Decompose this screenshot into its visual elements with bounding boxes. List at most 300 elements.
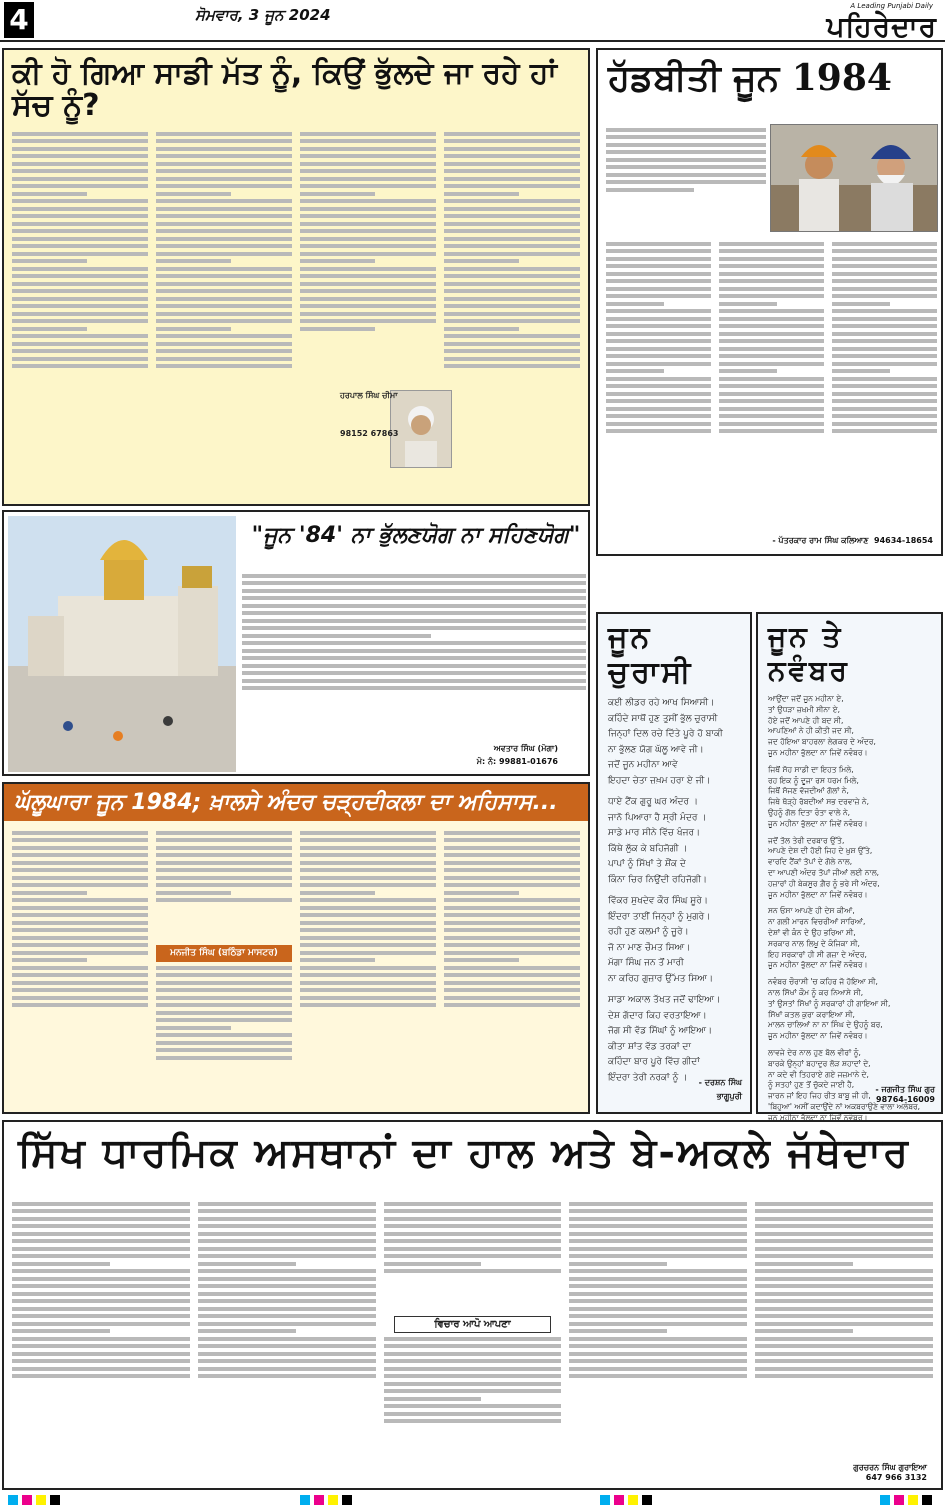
author-phone: 98152 67863 — [340, 429, 399, 438]
text-line-placeholder — [300, 312, 436, 316]
text-line-placeholder — [606, 279, 711, 283]
text-line-placeholder — [300, 853, 436, 857]
text-line-placeholder — [12, 327, 87, 331]
column-text — [12, 827, 148, 1099]
text-line-placeholder — [12, 1367, 190, 1371]
text-line-placeholder — [12, 267, 148, 271]
text-line-placeholder — [242, 664, 586, 668]
text-line-placeholder — [300, 169, 436, 173]
poem-line: ਕੀਤਾ ਸ਼ਾਂਤ ਵੱਡ ਤਰਕਾਂ ਦਾ — [608, 1041, 691, 1052]
text-line-placeholder — [719, 422, 824, 426]
poem-line: ਇਹਦਾ ਚੇਤਾ ਜ਼ਖ਼ਮ ਹਰਾ ਏ ਜੀ। — [608, 775, 711, 786]
poem-line: ਨਵੰਬਰ ਚੌਰਾਸੀ 'ਚ ਕਹਿਰ ਜੋ ਹੋਇਆ ਸੀ, — [768, 977, 878, 987]
text-line-placeholder — [300, 898, 436, 902]
column-text — [300, 827, 436, 1099]
text-line-placeholder — [606, 317, 711, 321]
text-line-placeholder — [12, 319, 148, 323]
text-line-placeholder — [444, 334, 580, 338]
text-line-placeholder — [444, 282, 580, 286]
text-line-placeholder — [12, 1277, 190, 1281]
text-line-placeholder — [569, 1352, 747, 1356]
text-line-placeholder — [12, 147, 148, 151]
text-line-placeholder — [384, 1404, 562, 1408]
text-line-placeholder — [832, 257, 937, 261]
article-body — [4, 1194, 941, 1474]
text-line-placeholder — [198, 1299, 376, 1303]
text-line-placeholder — [755, 1262, 853, 1266]
text-line-placeholder — [755, 1352, 933, 1356]
text-line-placeholder — [156, 853, 292, 857]
text-line-placeholder — [198, 1292, 376, 1296]
text-line-placeholder — [300, 928, 436, 932]
column-text — [755, 1198, 933, 1470]
poem-lines — [598, 692, 750, 1086]
poem-line: ਦੇਸ਼ ਗੱਦਾਰ ਕਿਹ ਵਰਤਾਇਆ। — [608, 1010, 707, 1021]
text-line-placeholder — [300, 838, 436, 842]
text-line-placeholder — [832, 347, 937, 351]
text-line-placeholder — [444, 891, 519, 895]
text-line-placeholder — [156, 891, 231, 895]
poem-author: - ਦਰਸ਼ਨ ਸਿੰਘ — [698, 1078, 742, 1087]
text-line-placeholder — [156, 252, 292, 256]
text-line-placeholder — [156, 1041, 292, 1045]
tagline: A Leading Punjabi Daily — [850, 2, 933, 10]
text-line-placeholder — [156, 192, 231, 196]
text-line-placeholder — [569, 1269, 747, 1273]
text-line-placeholder — [569, 1329, 667, 1333]
text-line-placeholder — [198, 1232, 376, 1236]
text-line-placeholder — [444, 342, 580, 346]
text-line-placeholder — [569, 1262, 667, 1266]
column-text — [384, 1198, 562, 1470]
text-line-placeholder — [719, 339, 824, 343]
article-memoir — [596, 48, 943, 556]
text-line-placeholder — [444, 906, 580, 910]
text-line-placeholder — [12, 1359, 190, 1363]
text-line-placeholder — [832, 324, 937, 328]
poem-line: ਕਿੱਥੇ ਲੁੱਕ ਕੇ ਬਹਿਜੋਗੀ । — [608, 843, 688, 854]
text-line-placeholder — [719, 377, 824, 381]
poem-line: ਦੇਸ਼ਾਂ ਵੀ ਕੰਨ ਦੇ ਉਹ ਭਰਿਆ ਸੀ, — [768, 927, 856, 937]
text-line-placeholder — [755, 1269, 933, 1273]
text-line-placeholder — [12, 214, 148, 218]
text-line-placeholder — [832, 264, 937, 268]
text-line-placeholder — [156, 139, 292, 143]
text-line-placeholder — [156, 237, 292, 241]
text-line-placeholder — [300, 973, 436, 977]
text-line-placeholder — [300, 132, 436, 136]
article-headline: ਸਿੱਖ ਧਾਰਮਿਕ ਅਸਥਾਨਾਂ ਦਾ ਹਾਲ ਅਤੇ ਬੇ-ਅਕਲੇ ਜੱਥੇਦਾਰ — [18, 1130, 910, 1176]
column-text — [156, 128, 292, 490]
text-line-placeholder — [156, 883, 292, 887]
text-line-placeholder — [719, 242, 824, 246]
poem-line: ਸਿੱਖਾਂ ਕਤਲ ਕੁਰਾ ਕਰਾਇਆ ਸੀ, — [768, 1009, 855, 1019]
text-line-placeholder — [156, 259, 231, 263]
text-line-placeholder — [156, 319, 292, 323]
text-line-placeholder — [444, 988, 580, 992]
text-line-placeholder — [444, 928, 580, 932]
text-line-placeholder — [755, 1239, 933, 1243]
text-line-placeholder — [198, 1314, 376, 1318]
text-line-placeholder — [12, 304, 148, 308]
text-line-placeholder — [384, 1382, 562, 1386]
text-line-placeholder — [719, 347, 824, 351]
text-line-placeholder — [300, 327, 375, 331]
poem-title: ਜੂਨ ਚੁਰਾਸੀ — [608, 620, 694, 690]
text-line-placeholder — [242, 604, 586, 608]
text-line-placeholder — [12, 1292, 190, 1296]
text-line-placeholder — [12, 1322, 190, 1326]
poem-line: ਕਹਿੰਦੇ ਸਾਥੋਂ ਹੁਣ ਤੁਸੀਂ ਭੁੱਲ ਚੁਰਾਸੀ — [608, 713, 718, 724]
text-line-placeholder — [444, 838, 580, 842]
text-line-placeholder — [12, 199, 148, 203]
text-line-placeholder — [300, 252, 436, 256]
text-line-placeholder — [444, 883, 580, 887]
text-line-placeholder — [444, 861, 580, 865]
poem-line: ਜਾਨੋ ਪਿਆਰਾ ਹੈ ਸ੍ਰੀ ਮੰਦਰ । — [608, 812, 707, 823]
text-line-placeholder — [755, 1247, 933, 1251]
text-line-placeholder — [606, 422, 711, 426]
text-line-placeholder — [156, 132, 292, 136]
text-line-placeholder — [12, 958, 87, 962]
text-line-placeholder — [719, 362, 824, 366]
text-line-placeholder — [242, 574, 586, 578]
text-line-placeholder — [198, 1322, 376, 1326]
text-line-placeholder — [755, 1209, 933, 1213]
text-line-placeholder — [719, 287, 824, 291]
text-line-placeholder — [12, 252, 148, 256]
text-line-placeholder — [569, 1322, 747, 1326]
text-line-placeholder — [606, 287, 711, 291]
poem-line: ਜਿਥੋਂ ਸੋਹ ਸਾਡੀ ਦਾ ਇਹਤ ਮਿਲੇ, — [768, 764, 854, 774]
text-line-placeholder — [606, 249, 711, 253]
text-line-placeholder — [569, 1202, 747, 1206]
text-line-placeholder — [242, 626, 586, 630]
text-line-placeholder — [198, 1352, 376, 1356]
text-line-placeholder — [156, 327, 231, 331]
column-text — [444, 128, 580, 490]
text-line-placeholder — [384, 1254, 562, 1258]
text-line-placeholder — [156, 154, 292, 158]
text-line-placeholder — [832, 362, 937, 366]
text-line-placeholder — [606, 339, 711, 343]
text-line-placeholder — [606, 173, 766, 177]
text-line-placeholder — [444, 853, 580, 857]
poem-line: ਜੂਨ ਮਹੀਨਾ ਭੁੱਲਦਾ ਨਾ ਜਿਵੇਂ ਨਵੰਬਰ। — [768, 960, 868, 970]
poem-author: - ਜਗਜੀਤ ਸਿੰਘ ਗੁਰ 98764-16009 — [875, 1085, 935, 1104]
text-line-placeholder — [719, 399, 824, 403]
text-line-placeholder — [755, 1307, 933, 1311]
text-line-placeholder — [569, 1307, 747, 1311]
text-line-placeholder — [156, 846, 292, 850]
poem-line: ਹੋਏ ਜਦੋਂ ਆਪਣੇ ਹੀ ਬਦ ਸੀ, — [768, 715, 844, 725]
text-line-placeholder — [12, 1217, 190, 1221]
text-line-placeholder — [384, 1412, 562, 1416]
text-line-placeholder — [755, 1314, 933, 1318]
text-line-placeholder — [242, 581, 586, 585]
poem-line: ਇਹ ਸਰਕਾਰਾਂ ਹੀ ਸੀ ਗਜ਼ਾ ਦੇ ਅੰਦਰ, — [768, 949, 867, 959]
text-line-placeholder — [569, 1232, 747, 1236]
text-line-placeholder — [606, 302, 664, 306]
text-line-placeholder — [755, 1254, 933, 1258]
text-line-placeholder — [606, 165, 766, 169]
poem-line: ਤਾਂ ਉਸਤਾਂ ਸਿੱਖਾਂ ਨੂੰ ਸਰਕਾਰਾਂ ਹੀ ਗਾਇਆ ਸੀ, — [768, 998, 891, 1008]
text-line-placeholder — [12, 861, 148, 865]
text-line-placeholder — [606, 407, 711, 411]
text-line-placeholder — [755, 1292, 933, 1296]
text-line-placeholder — [12, 1307, 190, 1311]
poem-line: ਨਾਲ ਸਿੱਖਾਂ ਕੌਮ ਨੂੰ ਕਰ ਨਿਆਸੇ ਸੀ, — [768, 987, 864, 997]
text-line-placeholder — [755, 1232, 933, 1236]
text-line-placeholder — [12, 1299, 190, 1303]
text-line-placeholder — [156, 222, 292, 226]
text-line-placeholder — [12, 913, 148, 917]
text-line-placeholder — [12, 357, 148, 361]
text-line-placeholder — [300, 274, 436, 278]
text-line-placeholder — [156, 267, 292, 271]
poem-line: ਜਿਥੇ ਥੋੜ੍ਹੇ ਰੱਬਦੀਆਂ ਸਭ ਦਰਵਾਜ਼ੇ ਨੇ, — [768, 797, 869, 807]
text-line-placeholder — [12, 1352, 190, 1356]
text-line-placeholder — [755, 1322, 933, 1326]
column-text — [12, 128, 148, 490]
text-line-placeholder — [12, 966, 148, 970]
poem-line: ਕਈ ਲੀਡਰ ਰਹੇ ਆਖ ਸਿਆਸੀ। — [608, 698, 715, 708]
article-body — [4, 124, 588, 494]
text-line-placeholder — [12, 1329, 110, 1333]
article-opinion — [2, 48, 590, 506]
poem-line: ਜੂਨ ਮਹੀਨਾ ਭੁੱਲਦਾ ਨਾ ਜਿਵੇਂ ਨਵੰਬਰ। — [768, 1112, 868, 1122]
poem-line: ਤਾਂ ਉਧੜਾ ਜ਼ਖ਼ਮੀ ਸੀਨਾ ਏ, — [768, 704, 840, 714]
text-line-placeholder — [156, 981, 292, 985]
text-line-placeholder — [444, 289, 580, 293]
text-line-placeholder — [12, 184, 148, 188]
text-line-placeholder — [300, 846, 436, 850]
text-line-placeholder — [719, 317, 824, 321]
text-line-placeholder — [300, 1003, 436, 1007]
text-line-placeholder — [12, 169, 148, 173]
text-line-placeholder — [569, 1284, 747, 1288]
text-line-placeholder — [569, 1344, 747, 1348]
text-line-placeholder — [832, 377, 937, 381]
text-line-placeholder — [12, 1254, 190, 1258]
text-line-placeholder — [569, 1337, 747, 1341]
text-line-placeholder — [12, 898, 148, 902]
text-line-placeholder — [444, 951, 580, 955]
text-line-placeholder — [300, 192, 375, 196]
text-line-placeholder — [300, 883, 436, 887]
text-line-placeholder — [606, 143, 766, 147]
text-line-placeholder — [156, 274, 292, 278]
text-line-placeholder — [719, 257, 824, 261]
text-line-placeholder — [832, 279, 937, 283]
text-line-placeholder — [12, 996, 148, 1000]
text-line-placeholder — [12, 1209, 190, 1213]
poem-line: ਵਿੱਕਰ ਸੁਖਦੇਵ ਕੌਰ ਸਿੰਘ ਸੂਰੇ। — [608, 896, 708, 906]
text-line-placeholder — [156, 297, 292, 301]
text-line-placeholder — [242, 596, 586, 600]
text-line-placeholder — [12, 1284, 190, 1288]
text-line-placeholder — [300, 289, 436, 293]
text-line-placeholder — [832, 332, 937, 336]
poem-line: ਸਾਡਾ ਅਕਾਲ ਤੱਖਤ ਜਦੋਂ ਢਾਇਆ। — [608, 995, 721, 1005]
text-line-placeholder — [444, 229, 580, 233]
text-line-placeholder — [384, 1262, 482, 1266]
text-line-placeholder — [444, 913, 580, 917]
text-line-placeholder — [384, 1367, 562, 1371]
poem-line: ਜੂਨ ਮਹੀਨਾ ਭੁੱਲਦਾ ਨਾ ਜਿਵੇਂ ਨਵੰਬਰ। — [768, 1031, 868, 1041]
text-line-placeholder — [606, 362, 711, 366]
poem-line: ਜਾਰਨ ਜਾਂ ਇਹ ਜਿਹ ਰੀਤ ਬਾਬੂ ਜੀ ਹੀ, — [768, 1091, 871, 1101]
poem-line: ਕਹਿੰਦਾ ਬਾਰ ਪੂਰੇ ਵਿੱਚ ਗੀਦਾਂ — [608, 1057, 700, 1067]
text-line-placeholder — [198, 1329, 296, 1333]
text-line-placeholder — [12, 289, 148, 293]
text-line-placeholder — [300, 921, 436, 925]
text-line-placeholder — [156, 868, 292, 872]
poem-line: ਜੂਨ ਮਹੀਨਾ ਭੁੱਲਦਾ ਨਾ ਜਿਵੇਂ ਨਵੰਬਰ। — [768, 818, 868, 828]
text-line-placeholder — [384, 1269, 562, 1273]
text-line-placeholder — [569, 1367, 747, 1371]
text-line-placeholder — [12, 207, 148, 211]
article-headline: ਹੱਡਬੀਤੀ ਜੂਨ 1984 — [608, 57, 892, 99]
text-line-placeholder — [12, 1314, 190, 1318]
text-line-placeholder — [12, 1374, 190, 1378]
text-line-placeholder — [755, 1367, 933, 1371]
text-line-placeholder — [156, 147, 292, 151]
text-line-placeholder — [384, 1232, 562, 1236]
text-line-placeholder — [12, 1239, 190, 1243]
text-line-placeholder — [569, 1224, 747, 1228]
text-line-placeholder — [606, 384, 711, 388]
text-line-placeholder — [719, 324, 824, 328]
text-line-placeholder — [156, 357, 292, 361]
text-line-placeholder — [198, 1344, 376, 1348]
article-headline: ਕੀ ਹੋ ਗਿਆ ਸਾਡੀ ਮੱਤ ਨੂੰ, ਕਿਉਂ ਭੁੱਲਦੇ ਜਾ ਰਹੇ ਹਾਂ ਸੱਚ ਨੂੰ? — [12, 56, 557, 123]
text-line-placeholder — [444, 274, 580, 278]
poem-line: ਆਪਣਿਆਂ ਨੇ ਹੀ ਕੀਤੀ ਜਦ ਸੀ, — [768, 726, 854, 736]
text-line-placeholder — [444, 966, 580, 970]
poem-line: ਨਾ ਕਦੇ ਵੀ ਤਿਹਰਾਏ ਗਏ ਜਜ਼ਮਾਨੇ ਦੇ, — [768, 1069, 869, 1079]
text-line-placeholder — [606, 257, 711, 261]
text-line-placeholder — [156, 349, 292, 353]
poem-line: ਜੋ ਨਾ ਮਾਣ ਚੌਮਤ ਸਿਆ। — [608, 942, 691, 953]
text-line-placeholder — [832, 249, 937, 253]
text-line-placeholder — [300, 147, 436, 151]
text-line-placeholder — [198, 1254, 376, 1258]
author-name: ਅਵਤਾਰ ਸਿੰਘ (ਮੋਗਾ) — [493, 744, 558, 753]
poem-line: ਸਰਕਾਰ ਨਾਲ ਲਿਖੂ ਦੇ ਕੰਜਿਕਾ ਸੀ, — [768, 938, 860, 948]
page-number: 4 — [4, 2, 34, 38]
text-line-placeholder — [242, 611, 586, 615]
poem-line: ਇੰਦਰਾ ਤਾਈਂ ਜਿਨ੍ਹਾਂ ਨੂੰ ਮੁਗਰੇ। — [608, 911, 711, 922]
text-line-placeholder — [832, 242, 937, 246]
text-line-placeholder — [300, 259, 375, 263]
text-line-placeholder — [156, 304, 292, 308]
poem-line: ਜੋਗ ਸੀ ਵੱਡ ਸਿੱਘਾਂ ਨੂੰ ਆਇਆ। — [608, 1026, 713, 1036]
text-line-placeholder — [198, 1202, 376, 1206]
text-line-placeholder — [300, 177, 436, 181]
text-line-placeholder — [832, 422, 937, 426]
text-line-placeholder — [198, 1224, 376, 1228]
text-line-placeholder — [569, 1374, 747, 1378]
text-line-placeholder — [444, 184, 580, 188]
text-line-placeholder — [198, 1269, 376, 1273]
text-line-placeholder — [719, 302, 777, 306]
text-line-placeholder — [606, 369, 664, 373]
text-line-placeholder — [444, 237, 580, 241]
text-line-placeholder — [198, 1277, 376, 1281]
text-line-placeholder — [12, 282, 148, 286]
text-line-placeholder — [300, 906, 436, 910]
text-line-placeholder — [12, 951, 148, 955]
text-line-placeholder — [12, 229, 148, 233]
text-line-placeholder — [198, 1359, 376, 1363]
poem-june-84 — [596, 612, 752, 1114]
text-line-placeholder — [300, 222, 436, 226]
text-line-placeholder — [300, 988, 436, 992]
text-line-placeholder — [606, 135, 766, 139]
text-line-placeholder — [242, 649, 586, 653]
text-line-placeholder — [300, 229, 436, 233]
text-line-placeholder — [156, 334, 292, 338]
text-line-placeholder — [156, 1011, 292, 1015]
text-line-placeholder — [12, 259, 87, 263]
text-line-placeholder — [444, 319, 580, 323]
text-line-placeholder — [12, 988, 148, 992]
poem-line: ਨਾ ਭੁੱਲਣ ਯੋਗ ਘੱਲੂ ਆਵੇ ਜੀ। — [608, 744, 704, 755]
text-line-placeholder — [444, 267, 580, 271]
text-line-placeholder — [12, 906, 148, 910]
column-text — [569, 1198, 747, 1470]
poem-line: ਜਦੋਂ ਜੂਨ ਮਹੀਨਾ ਆਵੇ — [608, 760, 678, 770]
text-line-placeholder — [606, 242, 711, 246]
text-line-placeholder — [12, 244, 148, 248]
text-line-placeholder — [444, 192, 519, 196]
text-line-placeholder — [12, 1202, 190, 1206]
text-line-placeholder — [606, 158, 766, 162]
text-line-placeholder — [719, 332, 824, 336]
column-text — [300, 128, 436, 490]
text-line-placeholder — [300, 958, 375, 962]
poem-line: ਹਜ਼ਾਰਾਂ ਹੀ ਬੇਕਸੂਰ ਗ਼ੈਰ ਨੂੰ ਭਰੇ ਸੀ ਅੰਦਰ, — [768, 878, 880, 888]
text-line-placeholder — [12, 1344, 190, 1348]
text-line-placeholder — [12, 831, 148, 835]
column-text — [198, 1198, 376, 1470]
text-line-placeholder — [242, 619, 586, 623]
poem-line: ਜਿਥੋਂ ਸੱਜਣ ਵੱਜਦੀਆਂ ਗੱਲਾਂ ਨੇ, — [768, 786, 849, 796]
text-line-placeholder — [832, 407, 937, 411]
text-line-placeholder — [444, 304, 580, 308]
text-line-placeholder — [156, 289, 292, 293]
text-line-placeholder — [300, 861, 436, 865]
text-line-placeholder — [12, 162, 148, 166]
column-text — [832, 238, 937, 526]
text-line-placeholder — [156, 282, 292, 286]
interview-photo — [770, 124, 938, 232]
text-line-placeholder — [606, 392, 711, 396]
text-line-placeholder — [156, 214, 292, 218]
text-line-placeholder — [569, 1314, 747, 1318]
text-line-placeholder — [198, 1367, 376, 1371]
text-line-placeholder — [444, 222, 580, 226]
text-line-placeholder — [156, 988, 292, 992]
text-line-placeholder — [569, 1209, 747, 1213]
column-text — [12, 1198, 190, 1470]
text-line-placeholder — [12, 868, 148, 872]
text-line-placeholder — [300, 868, 436, 872]
text-line-placeholder — [384, 1374, 562, 1378]
text-line-placeholder — [198, 1374, 376, 1378]
text-line-placeholder — [719, 309, 824, 313]
